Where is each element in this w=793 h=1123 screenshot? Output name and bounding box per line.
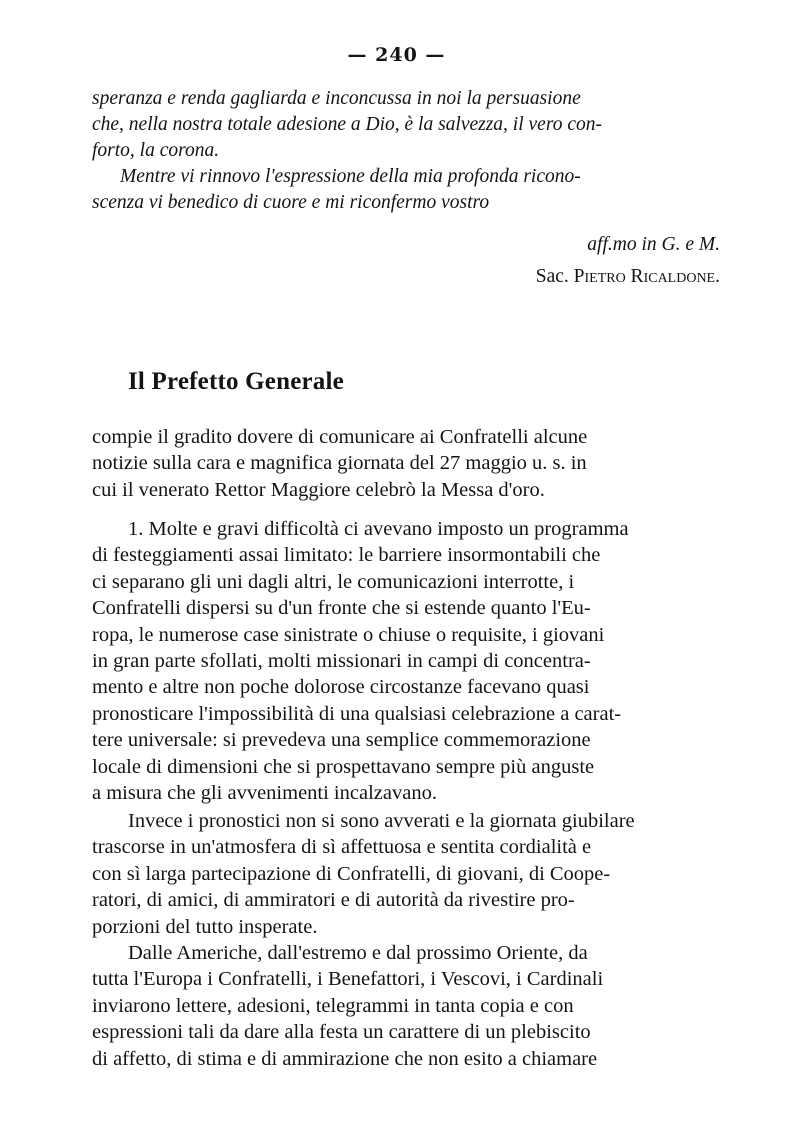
paragraph-line: ratori, di amici, di ammiratori e di autorità da rivestire pro-: [92, 889, 575, 912]
paragraph-3: [92, 940, 725, 1072]
paragraph-line: pronosticare l'impossibilità di una qualsiasi celebrazione a carat-: [92, 702, 622, 725]
paragraph-line: trascorse in un'atmosfera di sì affettuosa e sentita cordialità e: [92, 836, 592, 859]
paragraph-line: locale di dimensioni che si prospettavano sempre più anguste: [92, 755, 595, 778]
intro-line: notizie sulla cara e magnifica giornata del 27 maggio u. s. in: [92, 452, 587, 475]
letter-signature: [0, 266, 720, 288]
page-number: — 240 —: [347, 44, 446, 66]
paragraph-line: ci separano gli uni dagli altri, le comunicazioni interrotte, i: [92, 570, 575, 593]
signature-prefix: Sac.: [535, 266, 569, 287]
paragraph-line: Dalle Americhe, dall'estremo e dal prossimo Oriente, da: [128, 942, 588, 964]
paragraph-line: con sì larga partecipazione di Confratelli, di giovani, di Coope-: [92, 862, 611, 885]
paragraph-line: mento e altre non poche dolorose circostanze facevano quasi: [92, 676, 590, 699]
letter-line: Mentre vi rinnovo l'espressione della mia profonda ricono-: [120, 166, 581, 187]
paragraph-line: tutta l'Europa i Confratelli, i Benefattori, i Vescovi, i Cardinali: [92, 968, 604, 991]
letter-line: speranza e renda gagliarda e inconcussa in noi la persuasione: [92, 88, 581, 109]
paragraph-line: in gran parte sfollati, molti missionari in campi di concentra-: [92, 650, 591, 673]
letter-line: scenza vi benedico di cuore e mi riconfermo vostro: [92, 192, 490, 213]
paragraph-line: espressioni tali da dare alla festa un carattere di un plebiscito: [92, 1021, 591, 1044]
paragraph-2: [92, 808, 725, 940]
paragraph-line: Confratelli dispersi su d'un fronte che si estende quanto l'Eu-: [92, 597, 591, 620]
intro-line: cui il venerato Rettor Maggiore celebrò la Messa d'oro.: [92, 478, 545, 501]
letter-line: forto, la corona.: [92, 140, 220, 161]
paragraph-line: di festeggiamenti assai limitato: le barriere insormontabili che: [92, 544, 601, 567]
section-heading: Il Prefetto Generale: [128, 368, 344, 395]
section-intro: [92, 424, 725, 503]
paragraph-line: porzioni del tutto insperate.: [92, 915, 318, 938]
paragraph-line: 1. Molte e gravi difficoltà ci avevano imposto un programma: [128, 518, 629, 540]
signature-name: Pietro Ricaldone.: [573, 266, 720, 287]
intro-line: compie il gradito dovere di comunicare ai Confratelli alcune: [92, 426, 588, 448]
paragraph-1: [92, 516, 725, 806]
paragraph-line: tere universale: si prevedeva una semplice commemorazione: [92, 729, 591, 752]
paragraph-line: inviarono lettere, adesioni, telegrammi in tanta copia e con: [92, 994, 574, 1017]
paragraph-line: ropa, le numerose case sinistrate o chiuse o requisite, i giovani: [92, 623, 605, 646]
paragraph-line: Invece i pronostici non si sono avverati e la giornata giubilare: [128, 810, 635, 832]
letter-end-text: [92, 86, 725, 216]
paragraph-line: di affetto, di stima e di ammirazione che non esito a chiamare: [92, 1047, 598, 1070]
paragraph-line: a misura che gli avvenimenti incalzavano.: [92, 782, 437, 805]
letter-line: che, nella nostra totale adesione a Dio, è la salvezza, il vero con-: [92, 114, 602, 135]
letter-closing: aff.mo in G. e M.: [587, 234, 720, 255]
